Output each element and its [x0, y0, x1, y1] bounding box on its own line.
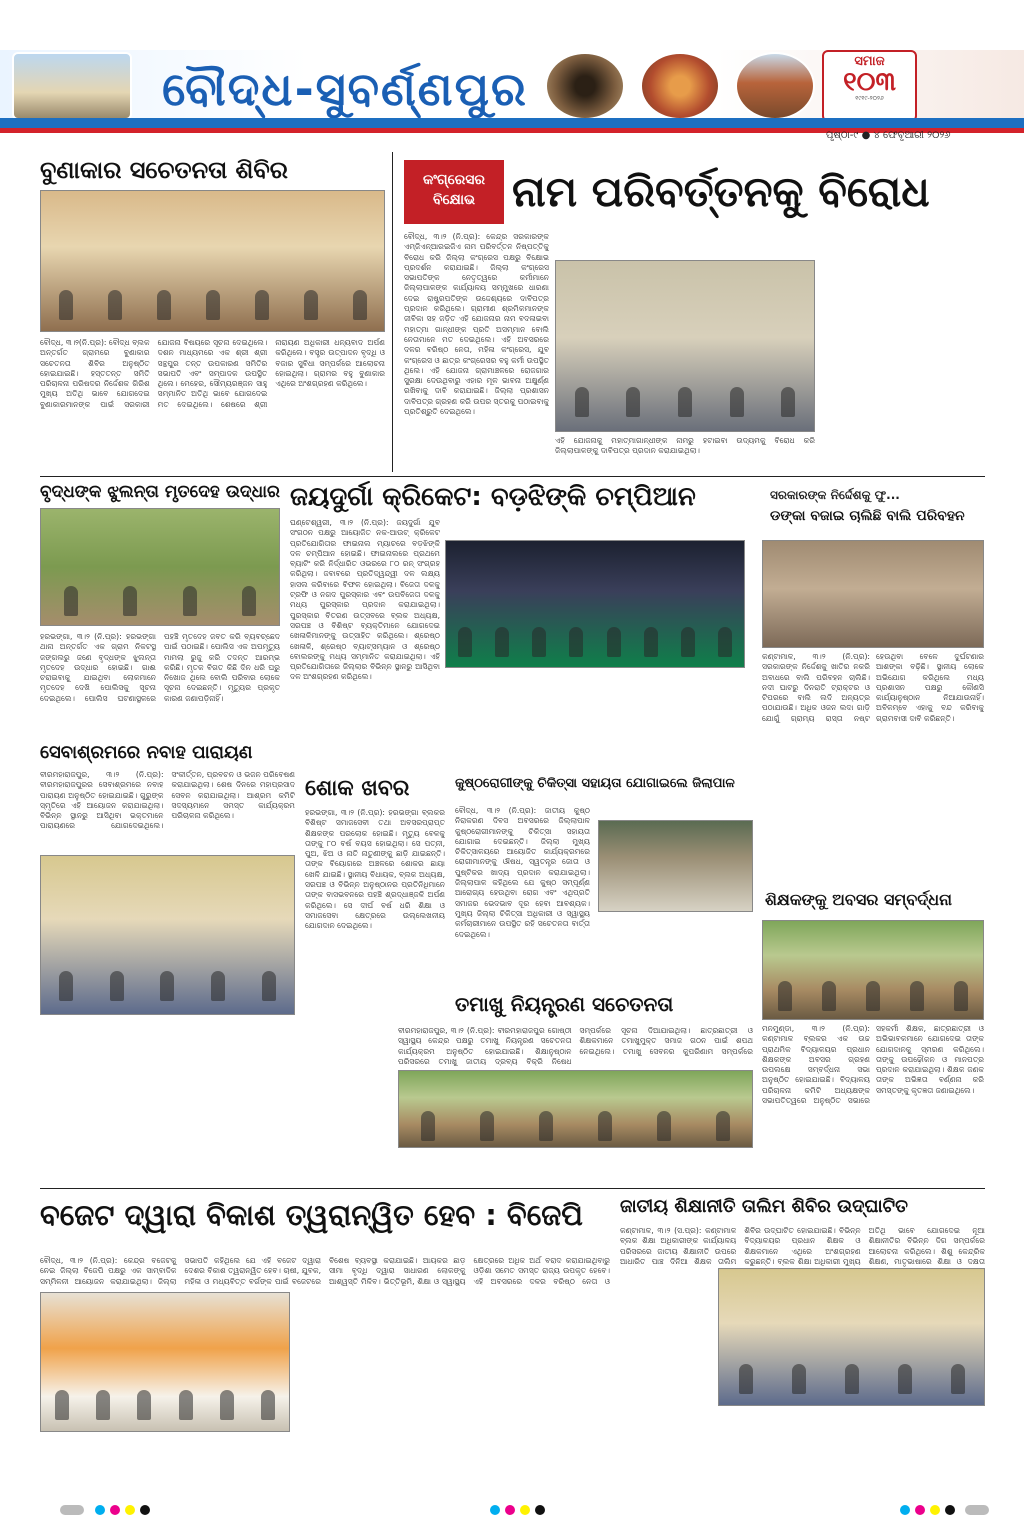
nep-photo	[718, 1268, 985, 1406]
column-divider	[392, 152, 393, 472]
obituary-headline: ଶୋକ ଖବର	[305, 776, 410, 801]
nep-body-left	[620, 1268, 712, 1492]
tobacco-body-bottom	[398, 1150, 753, 1182]
budget-headline: ବଜେଟ ଦ୍ୱାରା ବିକାଶ ତ୍ୱରାନ୍ୱିତ ହେବ : ବିଜେପି	[40, 1198, 583, 1232]
masthead-blue-stripe	[0, 118, 1024, 128]
congress-headline: ନାମ ପରିବର୍ତ୍ତନକୁ ବିରୋଧ	[512, 167, 930, 216]
masthead-photo-cave	[545, 52, 625, 120]
registration-dot	[930, 1505, 940, 1515]
masthead-photo-temple	[735, 52, 815, 120]
nep-body: କଣ୍ଟାମାଳ, ୩।୨ (ସ.ପ୍ର): କଣ୍ଟାମାଳ ବ୍ଲକ ଶିକ୍ଷା ଅଧିକାରୀଙ୍କ କାର୍ଯ୍ୟାଳୟ ପରିସରରେ ଜାତୀୟ ଶିକ୍ଷାନୀତି ଉପରେ ଆଧାରିତ ପାଞ୍ଚ ଦିନିଆ ଶିକ୍ଷକ ତାଲିମ ଶିବିର ଉଦ୍‌ଘାଟିତ ହୋଇଯାଇଛି। ବିଭିନ୍ନ ବିଦ୍ୟାଳୟର ପ୍ରଧାନ ଶିକ୍ଷକ ଓ ଶିକ୍ଷକମାନେ ଏଥିରେ ଅଂଶଗ୍ରହଣ କରୁଛନ୍ତି। ବ୍ଲକ ଶିକ୍ଷା ଅଧିକାରୀ ମୁଖ୍ୟ ଅତିଥି ଭାବେ ଯୋଗଦେଇ ନୂଆ ଶିକ୍ଷାନୀତିର ବିଭିନ୍ନ ଦିଗ ସମ୍ପର୍କରେ ଆଲୋଚନା କରିଥିଲେ। ଶିଶୁ କେନ୍ଦ୍ରିକ ଶିକ୍ଷଣ, ମାତୃଭାଷାରେ ଶିକ୍ଷା ଓ ଦକ୍ଷତା	[620, 1226, 985, 1266]
budget-photo	[40, 1292, 290, 1432]
body-found-body: ହରଭଙ୍ଗା, ୩।୨ (ନି.ପ୍ର): ହରଭଙ୍ଗା ଥାନା ଅନ୍ତର୍ଗତ ଏକ ଗ୍ରାମ ନିକଟସ୍ଥ ଜଙ୍ଗଲରୁ ଜଣେ ବୃଦ୍ଧଙ୍କ ଝୁଲନ୍ତା ମୃତଦେହ ଉଦ୍ଧାର ହୋଇଛି। ଗାଈ ଚରାଇବାକୁ ଯାଇଥିବା ଲୋକମାନେ ମୃତଦେହ ଦେଖି ପୋଲିସକୁ ସୂଚନା ଦେଇଥିଲେ। ପୋଲିସ ଘଟଣାସ୍ଥଳରେ ପହଞ୍ଚି ମୃତଦେହ ଜବତ କରି ବ୍ୟବଚ୍ଛେଦ ପାଇଁ ପଠାଇଛି। ପୋଲିସ ଏକ ଅପମୃତ୍ୟୁ ମାମଲା ରୁଜୁ କରି ତଦନ୍ତ ଆରମ୍ଭ କରିଛି। ମୃତକ ବିଗତ କିଛି ଦିନ ଧରି ଘରୁ ନିଖୋଜ ଥିଲେ ବୋଲି ପରିବାର ଲୋକେ ସୂଚନା ଦେଇଛନ୍ତି। ମୃତ୍ୟୁର ପ୍ରକୃତ କାରଣ ଜଣାପଡ଼ିନାହିଁ।	[40, 632, 280, 703]
collector-aid-headline: କୁଷ୍ଠରୋଗୀଙ୍କୁ ଚିକିତ୍ସା ସହାୟତା ଯୋଗାଇଲେ ଜିଲାପାଳ	[455, 776, 735, 791]
body-found-photo	[40, 508, 280, 626]
tobacco-body: ବୀରମହାରାଜପୁର, ୩।୨ (ନି.ପ୍ର): ବୀରମହାରାଜପୁର ଗୋଷ୍ଠୀ ସ୍ୱାସ୍ଥ୍ୟ କେନ୍ଦ୍ର ପକ୍ଷରୁ ତମାଖୁ ନିୟନ୍ତ୍ରଣ ସଚେତନତା କାର୍ଯ୍ୟକ୍ରମ ଅନୁଷ୍ଠିତ ହୋଇଯାଇଛି। ଶିକ୍ଷାନୁଷ୍ଠାନ ପରିସରରେ ତମାଖୁ ଜାତୀୟ ଦ୍ରବ୍ୟ ବିକ୍ରି ନିଷେଧ ସମ୍ପର୍କରେ ସୂଚନା ଦିଆଯାଇଥିଲା। ଛାତ୍ରଛାତ୍ରୀ ଓ ଶିକ୍ଷକମାନେ ତମାଖୁମୁକ୍ତ ସମାଜ ଗଠନ ପାଇଁ ଶପଥ ନେଇଥିଲେ। ତମାଖୁ ସେବନର କୁପରିଣାମ ସମ୍ପର୍କରେ	[398, 1026, 753, 1066]
retirement-headline: ଶିକ୍ଷକଙ୍କୁ ଅବସର ସମ୍ବର୍ଦ୍ଧନା	[765, 890, 952, 909]
ashram-headline: ସେବାଶ୍ରମରେ ନବାହ ପାରାୟଣ	[40, 742, 253, 763]
registration-dot	[95, 1505, 105, 1515]
masthead-photo-bridge	[12, 52, 132, 120]
registration-dot	[110, 1505, 120, 1515]
cricket-body: ଘଣ୍ଟେଶ୍ୱରୀ, ୩।୨ (ନି.ପ୍ର): ଜୟଦୁର୍ଗା ଯୁବ ସଂଗଠନ ପକ୍ଷରୁ ଆୟୋଜିତ ନକ-ଆଉଟ୍ କ୍ରିକେଟ ପ୍ରତିଯୋଗିତାର ଫାଇନାଲ ମ୍ୟାଚରେ ବଡ଼ଝିଙ୍କି ଦଳ ଚମ୍ପିଆନ ହୋଇଛି। ଫାଇନାଲରେ ପ୍ରଥମେ ବ୍ୟାଟିଂ କରି ନିର୍ଦ୍ଧାରିତ ଓଭରରେ ୮୦ ରନ୍ ସଂଗ୍ରହ କରିଥିଲା। ଜବାବରେ ପ୍ରତିଦ୍ୱନ୍ଦ୍ୱୀ ଦଳ ଲକ୍ଷ୍ୟ ହାସଲ କରିବାରେ ବିଫଳ ହୋଇଥିଲା। ବିଜେତା ଦଳକୁ ଟ୍ରଫି ଓ ନଗଦ ପୁରସ୍କାର ଏବଂ ଉପବିଜେତା ଦଳକୁ ମଧ୍ୟ ପୁରସ୍କାର ପ୍ରଦାନ କରାଯାଇଥିଲା। ପୁରସ୍କାର ବିତରଣ ଉତ୍ସବରେ ବ୍ଲକ ଅଧ୍ୟକ୍ଷ, ସରପଞ୍ଚ ଓ ବିଶିଷ୍ଟ ବ୍ୟକ୍ତିମାନେ ଯୋଗଦେଇ ଖେଳାଳିମାନଙ୍କୁ ଉତ୍ସାହିତ କରିଥିଲେ। ଶ୍ରେଷ୍ଠ ଖେଳାଳି, ଶ୍ରେଷ୍ଠ ବ୍ୟାଟ୍ସମ୍ୟାନ ଓ ଶ୍ରେଷ୍ଠ ବୋଲରଙ୍କୁ ମଧ୍ୟ ସମ୍ମାନିତ କରାଯାଇଥିଲା। ଏହି ପ୍ରତିଯୋଗିତାରେ ଜିଲ୍ଲାର ବିଭିନ୍ନ ସ୍ଥାନରୁ ଆସିଥିବା ଦଳ ଅଂଶଗ୍ରହଣ କରିଥିଲେ।	[290, 518, 440, 682]
section-rule-lower	[40, 1188, 985, 1189]
ashram-body: ବୀରମହାରାଜପୁର, ୩।୨ (ନି.ପ୍ର): ବୀରମହାରାଜପୁରର ସେବାଶ୍ରମରେ ନବାହ ପାରାୟଣ ଅନୁଷ୍ଠିତ ହୋଇଯାଇଛି। ଗୁରୁଙ୍କ ସ୍ମୃତିରେ ଏହି ଆୟୋଜନ କରାଯାଇଥିଲା। ବିଭିନ୍ନ ସ୍ଥାନରୁ ଆସିଥିବା ଭକ୍ତମାନେ ପାରାୟଣରେ ଯୋଗଦେଇଥିଲେ। ସଂକୀର୍ତ୍ତନ, ପ୍ରବଚନ ଓ ଭଜନ ପରିବେଷଣ କରାଯାଇଥିଲା। ଶେଷ ଦିନରେ ମହାପ୍ରସାଦ ସେବନ କରାଯାଇଥିଲା। ଆଶ୍ରମ କମିଟି ସଦସ୍ୟମାନେ ସମସ୍ତ କାର୍ଯ୍ୟକ୍ରମ ପରିଚାଳନା କରିଥିଲେ।	[40, 770, 295, 831]
budget-body-right	[296, 1292, 610, 1432]
registration-dot	[140, 1505, 150, 1515]
retirement-body: ମନମୁଣ୍ଡା, ୩।୨ (ନି.ପ୍ର): କଣ୍ଟାମାଳ ବ୍ଲକର ଏକ ଉଚ୍ଚ ପ୍ରାଥମିକ ବିଦ୍ୟାଳୟର ପ୍ରଧାନ ଶିକ୍ଷକଙ୍କ ଅବସର ଗ୍ରହଣ ଉପଲକ୍ଷେ ସମ୍ବର୍ଦ୍ଧନା ସଭା ଅନୁଷ୍ଠିତ ହୋଇଯାଇଛି। ବିଦ୍ୟାଳୟ ପରିଚାଳନା କମିଟି ଅଧ୍ୟକ୍ଷଙ୍କ ସଭାପତିତ୍ୱରେ ଅନୁଷ୍ଠିତ ସଭାରେ ସହକର୍ମୀ ଶିକ୍ଷକ, ଛାତ୍ରଛାତ୍ରୀ ଓ ଅଭିଭାବକମାନେ ଯୋଗଦେଇ ତାଙ୍କ ଯୋଗଦାନକୁ ସ୍ମରଣ କରିଥିଲେ। ତାଙ୍କୁ ଉପଢ଼ୌକନ ଓ ମାନପତ୍ର ପ୍ରଦାନ କରାଯାଇଥିଲା। ଶିକ୍ଷକ ଜଣକ ତାଙ୍କ ଅଭିଜ୍ଞତା ବର୍ଣ୍ଣନା କରି ସମସ୍ତଙ୍କୁ କୃତଜ୍ଞତା ଜଣାଇଥିଲେ।	[762, 1024, 984, 1106]
registration-dot	[505, 1505, 515, 1515]
ashram-body-continued	[40, 1020, 295, 1180]
registration-dot	[945, 1505, 955, 1515]
nep-headline: ଜାତୀୟ ଶିକ୍ଷାନୀତି ତାଲିମ ଶିବିର ଉଦ୍‌ଘାଟିତ	[620, 1196, 908, 1217]
nep-body-bottom	[718, 1410, 985, 1492]
cricket-body-right	[445, 672, 745, 768]
masthead-title: ବୌଦ୍ଧ-ସୁବର୍ଣ୍ଣପୁର	[162, 62, 528, 116]
congress-kicker: କଂଗ୍ରେସର ବିକ୍ଷୋଭ	[404, 160, 504, 224]
cricket-photo	[445, 540, 745, 668]
retirement-photo	[762, 920, 984, 1020]
body-found-headline: ବୃଦ୍ଧଙ୍କ ଝୁଲନ୍ତା ମୃତଦେହ ଉଦ୍ଧାର	[40, 482, 280, 502]
sand-kicker-line: ସରକାରଙ୍କ ନିର୍ଦ୍ଦେଶକୁ ଫୁ...	[770, 488, 900, 502]
collector-aid-body-right	[598, 916, 753, 986]
tobacco-photo	[398, 1070, 753, 1148]
collector-aid-body: ବୌଦ୍ଧ, ୩।୨ (ନି.ପ୍ର): ଜାତୀୟ କୁଷ୍ଠ ନିରାକରଣ ଦିବସ ଅବସରରେ ଜିଲ୍ଲାପାଳ କୁଷ୍ଠରୋଗୀମାନଙ୍କୁ ଚିକିତ୍ସା ସହାୟତା ଯୋଗାଇ ଦେଇଛନ୍ତି। ଜିଲ୍ଲା ମୁଖ୍ୟ ଚିକିତ୍ସାଳୟରେ ଆୟୋଜିତ କାର୍ଯ୍ୟକ୍ରମରେ ରୋଗୀମାନଙ୍କୁ ଔଷଧ, ସ୍ୱତନ୍ତ୍ର ଜୋତା ଓ ପୁଷ୍ଟିକର ଖାଦ୍ୟ ପ୍ରଦାନ କରାଯାଇଥିଲା। ଜିଲ୍ଲାପାଳ କହିଥିଲେ ଯେ କୁଷ୍ଠ ସମ୍ପୂର୍ଣ୍ଣ ଆରୋଗ୍ୟ ହେଉଥିବା ରୋଗ ଏବଂ ଏଥିପ୍ରତି ସମାଜର ଭେଦଭାବ ଦୂର ହେବା ଆବଶ୍ୟକ। ମୁଖ୍ୟ ଜିଲ୍ଲା ଚିକିତ୍ସା ଅଧିକାରୀ ଓ ସ୍ୱାସ୍ଥ୍ୟ କର୍ମଚାରୀମାନେ ଉପସ୍ଥିତ ରହି ସଚେତନତା ବାର୍ତ୍ତା ଦେଇଥିଲେ।	[455, 806, 590, 939]
registration-dot	[125, 1505, 135, 1515]
weavers-photo	[40, 190, 385, 332]
masthead-photo-shrine	[640, 52, 720, 120]
weavers-body: ବୌଦ୍ଧ, ୩।୨(ନି.ପ୍ର): ବୌଦ୍ଧ ବ୍ଲକ ଅନ୍ତର୍ଗତ ଗ୍ରାମରେ ବୁଣାକାର ସଚେତନତା ଶିବିର ଅନୁଷ୍ଠିତ ହୋଇଯାଇଛି। ହସ୍ତତନ୍ତ ସମିତି ପରିଚାଳନା ପରିଷଦର ନିର୍ଦ୍ଦେଶକ ଗିରିଶ ମୁଖ୍ୟ ଅତିଥି ଭାବେ ଯୋଗଦେଇ ବୁଣାକାରମାନଙ୍କ ପାଇଁ ସରକାରୀ ଯୋଜନା ବିଷୟରେ ସୂଚନା ଦେଇଥିଲେ। ଦଶନ ମାଧ୍ୟମରେ ଏକ ଶ୍ରୀ ଶ୍ରୀ ସନ୍ଥପୁର ତନ୍ତ ଉପକାରଣ ସମିତିର ସଭାପତି ଏବଂ ସମ୍ପାଦକ ଉପସ୍ଥିତ ଥିଲେ। ମେହେର, ସୌମ୍ୟରଞ୍ଜନ ସାହୁ ସମ୍ମାନିତ ଅତିଥି ଭାବେ ଯୋଗଦେଇ ମତ ଦେଇଥିଲେ। ଶେଷରେ ଶ୍ରୀ ନାରାୟଣ ଅଧିକାରୀ ଧନ୍ୟବାଦ ଅର୍ପଣ କରିଥିଲେ। ବସ୍ତ୍ର ଉତ୍ପାଦନ ବୃଦ୍ଧି ଓ ବଜାର ସୁବିଧା ସମ୍ପର୍କରେ ଆଲୋଚନା ହୋଇଥିଲା। ଗ୍ରାମର ବହୁ ବୁଣାକାର ଏଥିରେ ଅଂଶଗ୍ରହଣ କରିଥିଲେ।	[40, 338, 385, 409]
print-registration-marks	[0, 1500, 1024, 1520]
budget-body: ବୌଦ୍ଧ, ୩।୨ (ନି.ପ୍ର): କେନ୍ଦ୍ର ବଜେଟକୁ ନେଇ ଜିଲ୍ଲା ବିଜେପି ପକ୍ଷରୁ ଏକ ସାମ୍ବାଦିକ ସମ୍ମିଳନୀ ଆୟୋଜନ କରାଯାଇଥିଲା। ଜିଲ୍ଲା ସଭାପତି କହିଥିଲେ ଯେ ଏହି ବଜେଟ ଦ୍ୱାରା ଦେଶର ବିକାଶ ତ୍ୱରାନ୍ୱିତ ହେବ। ଚାଷୀ, ଯୁବକ, ମହିଳା ଓ ମଧ୍ୟବିତ୍ତ ବର୍ଗଙ୍କ ପାଇଁ ବଜେଟରେ ବିଶେଷ ବ୍ୟବସ୍ଥା କରାଯାଇଛି। ଆୟକର ଛାଡ଼ ସୀମା ବୃଦ୍ଧି ଦ୍ୱାରା ସାଧାରଣ ଲୋକଙ୍କୁ ଆଶ୍ୱସ୍ତି ମିଳିବ। ଭିତ୍ତିଭୂମି, ଶିକ୍ଷା ଓ ସ୍ୱାସ୍ଥ୍ୟ କ୍ଷେତ୍ରରେ ଅଧିକ ଅର୍ଥ ବରାଦ କରାଯାଇଥିବାରୁ ଓଡ଼ିଶା ସମେତ ସମସ୍ତ ରାଜ୍ୟ ଉପକୃତ ହେବେ। ଏହି ଅବସରରେ ଦଳର ବରିଷ୍ଠ ନେତା ଓ	[40, 1256, 610, 1286]
tobacco-headline: ତମାଖୁ ନିୟନ୍ତ୍ରଣ ସଚେତନତା	[455, 992, 674, 1016]
congress-body: ବୌଦ୍ଧ, ୩।୨ (ନି.ପ୍ର): କେନ୍ଦ୍ର ସରକାରଙ୍କ ଏମ୍‌ଜିଏନ୍‌ଆରଇଜିଏ ନାମ ପରିବର୍ତ୍ତନ ନିଷ୍ପତ୍ତିକୁ ବିରୋଧ କରି ଜିଲ୍ଲା କଂଗ୍ରେସ ପକ୍ଷରୁ ବିକ୍ଷୋଭ ପ୍ରଦର୍ଶନ କରାଯାଇଛି। ଜିଲ୍ଲା କଂଗ୍ରେସ ସଭାପତିଙ୍କ ନେତୃତ୍ୱରେ କର୍ମୀମାନେ ଜିଲ୍ଲାପାଳଙ୍କ କାର୍ଯ୍ୟାଳୟ ସମ୍ମୁଖରେ ଧାରଣା ଦେଇ ରାଷ୍ଟ୍ରପତିଙ୍କ ଉଦ୍ଦେଶ୍ୟରେ ଦାବିପତ୍ର ପ୍ରଦାନ କରିଥିଲେ। ଗ୍ରାମୀଣ ଶ୍ରମିକମାନଙ୍କ ଜୀବିକା ସହ ଜଡ଼ିତ ଏହି ଯୋଜନାର ନାମ ବଦଳାଇବା ମହାତ୍ମା ଗାନ୍ଧୀଙ୍କ ପ୍ରତି ଅସମ୍ମାନ ବୋଲି ନେତାମାନେ ମତ ଦେଇଥିଲେ। ଏହି ଅବସରରେ ଦଳର ବରିଷ୍ଠ ନେତା, ମହିଳା କଂଗ୍ରେସ, ଯୁବ କଂଗ୍ରେସ ଓ ଛାତ୍ର କଂଗ୍ରେସର ବହୁ କର୍ମୀ ଉପସ୍ଥିତ ଥିଲେ। ଏହି ଯୋଜନା ଗ୍ରାମାଞ୍ଚଳରେ ରୋଜଗାର ସୁରକ୍ଷା ଦେଉଥିବାରୁ ଏହାର ମୂଳ ଭାବନା ଅକ୍ଷୁର୍ଣ୍ଣ ରଖିବାକୁ ଦାବି କରାଯାଇଛି। ଜିଲ୍ଲା ପ୍ରଶାସନ ଦାବିପତ୍ର ଗ୍ରହଣ କରି ଉପର ସ୍ତରକୁ ପଠାଇବାକୁ ପ୍ରତିଶ୍ରୁତି ଦେଇଥିଲେ।	[404, 232, 549, 417]
congress-photo	[555, 260, 815, 432]
sand-body: କଣ୍ଟାମାଳ, ୩।୨ (ନି.ପ୍ର): ସରକାରଙ୍କ ନିର୍ଦ୍ଦେଶକୁ ଖାତିର ନକରି ଅବାଧରେ ବାଲି ପରିବହନ ଚାଲିଛି। ନଦୀ ଘାଟରୁ ଦିନରାତି ଟ୍ରାକ୍ଟର ଓ ଟିପରରେ ବାଲି ଲଦି ଅନ୍ୟତ୍ର ପଠାଯାଉଛି। ଅଧିକ ଓଜନ ଲଦା ଗାଡ଼ି ଯୋଗୁଁ ଗ୍ରାମ୍ୟ ରାସ୍ତା ନଷ୍ଟ ହେଉଥିବା ବେଳେ ଦୁର୍ଘଟଣାର ଆଶଙ୍କା ବଢ଼ିଛି। ସ୍ଥାନୀୟ ଲୋକେ ଅଭିଯୋଗ କରିଥିଲେ ମଧ୍ୟ ପ୍ରଶାସନ ପକ୍ଷରୁ କୌଣସି କାର୍ଯ୍ୟାନୁଷ୍ଠାନ ନିଆଯାଉନାହିଁ। ଅବିଳମ୍ବେ ଏହାକୁ ବନ୍ଦ କରିବାକୁ ଗ୍ରାମବାସୀ ଦାବି କରିଛନ୍ତି।	[762, 652, 984, 723]
sand-photo	[762, 540, 984, 648]
sand-headline: ଡଙ୍କା ବଜାଇ ଚାଲିଛି ବାଲି ପରିବହନ	[770, 508, 965, 524]
registration-dot	[520, 1505, 530, 1515]
budget-body-bottom	[40, 1436, 610, 1492]
registration-dot	[60, 1505, 84, 1515]
cricket-headline: ଜୟଦୁର୍ଗା କ୍ରିକେଟ: ବଡ଼ଝିଙ୍କି ଚମ୍ପିଆନ	[290, 482, 696, 512]
page-dateline: ପୃଷ୍ଠା-୯ ● ୪ ଫେବୃଆରୀ ୨୦୨୬	[826, 130, 951, 141]
collector-aid-photo	[598, 820, 753, 912]
obituary-body: ହରଭଙ୍ଗା, ୩।୨ (ନି.ପ୍ର): ହରଭଙ୍ଗା ବ୍ଲକର ବିଶିଷ୍ଟ ସମାଜସେବୀ ତଥା ଅବସରପ୍ରାପ୍ତ ଶିକ୍ଷକଙ୍କ ପରଲୋକ ହୋଇଛି। ମୃତ୍ୟୁ ବେଳକୁ ତାଙ୍କୁ ୮୦ ବର୍ଷ ବୟସ ହୋଇଥିଲା। ସେ ପତ୍ନୀ, ପୁଅ, ଝିଅ ଓ ନାତି ନାତୁଣୀଙ୍କୁ ଛାଡ଼ି ଯାଇଛନ୍ତି। ତାଙ୍କ ବିୟୋଗରେ ଅଞ୍ଚଳରେ ଶୋକର ଛାୟା ଖେଳି ଯାଇଛି। ସ୍ଥାନୀୟ ବିଧାୟକ, ବ୍ଲକ ଅଧ୍ୟକ୍ଷ, ସରପଞ୍ଚ ଓ ବିଭିନ୍ନ ଅନୁଷ୍ଠାନର ପ୍ରତିନିଧିମାନେ ତାଙ୍କ ବାସଭବନରେ ପହଞ୍ଚି ଶ୍ରଦ୍ଧାଞ୍ଜଳି ଅର୍ପଣ କରିଥିଲେ। ସେ ଦୀର୍ଘ ବର୍ଷ ଧରି ଶିକ୍ଷା ଓ ସମାଜସେବା କ୍ଷେତ୍ରରେ ଉଲ୍ଲେଖନୀୟ ଯୋଗଦାନ ଦେଇଥିଲେ।	[305, 808, 445, 931]
registration-dot	[915, 1505, 925, 1515]
logo-anniversary-number: ୧୦୩	[843, 67, 896, 97]
congress-body-right	[822, 232, 982, 472]
logo-name: ସମାଜ	[854, 54, 885, 69]
registration-dot	[490, 1505, 500, 1515]
weavers-headline: ବୁଣାକାର ସଚେତନତା ଶିବିର	[40, 156, 288, 184]
section-rule	[40, 476, 985, 477]
registration-dot	[900, 1505, 910, 1515]
registration-dot	[535, 1505, 545, 1515]
registration-dot	[965, 1505, 989, 1515]
congress-photo-caption: ଏହି ଯୋଜନାକୁ ମହାତ୍ମାଗାନ୍ଧୀଙ୍କ ନାମରୁ ହଟାଇବା ଉଦ୍ୟମକୁ ବିରୋଧ କରି ଜିଲ୍ଲାପାଳଙ୍କୁ ଦାବିପତ୍ର ପ୍ରଦାନ କରାଯାଇଥିଲା।	[555, 436, 815, 456]
ashram-photo	[40, 855, 295, 1015]
newspaper-logo	[822, 50, 917, 122]
logo-years: ୧୯୧୯-୨୦୨୬	[855, 95, 884, 102]
